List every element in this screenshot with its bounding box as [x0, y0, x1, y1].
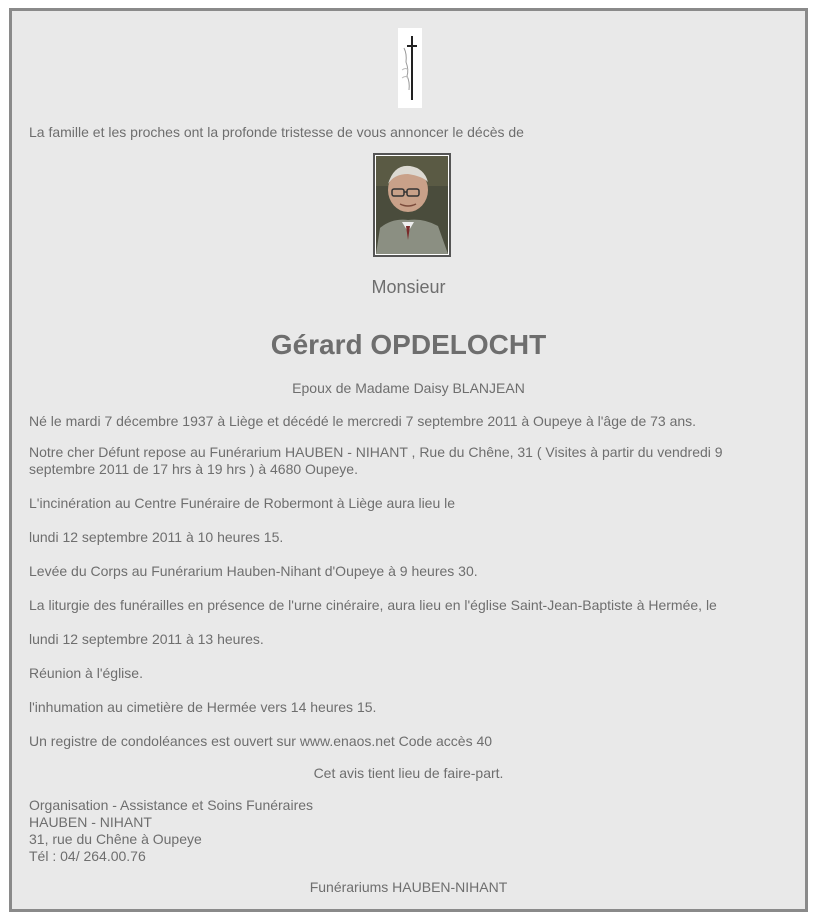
obituary-card: [9, 8, 808, 912]
org-phone: Tél : 04/ 264.00.76: [29, 848, 146, 864]
liturgy-text: La liturgie des funérailles en présence de l'urne cinéraire, aura lieu en l'église Saint-Jean-Baptiste à Hermée, le: [29, 597, 717, 613]
deceased-name: Gérard OPDELOCHT: [270, 329, 547, 360]
cross-icon: [398, 28, 422, 108]
register-text: Un registre de condoléances est ouvert sur www.enaos.net Code accès 40: [29, 733, 493, 749]
liturgy-date: lundi 12 septembre 2011 à 13 heures.: [29, 631, 264, 647]
salutation: Monsieur: [371, 277, 446, 297]
org-line1: Organisation - Assistance et Soins Funéraires: [29, 797, 314, 813]
burial-text: l'inhumation au cimetière de Hermée vers 14 heures 15.: [29, 699, 377, 715]
spouse-text: Epoux de Madame Daisy BLANJEAN: [292, 380, 525, 396]
cremation-text: L'incinération au Centre Funéraire de Robermont à Liège aura lieu le: [29, 495, 456, 511]
org-line2: HAUBEN - NIHANT: [29, 814, 152, 830]
portrait-photo: [373, 153, 451, 257]
birth-death-text: Né le mardi 7 décembre 1937 à Liège et décédé le mercredi 7 septembre 2011 à Oupeye à l'âge de 73 ans.: [29, 413, 697, 429]
reunion-text: Réunion à l'église.: [29, 665, 143, 681]
levee-text: Levée du Corps au Funérarium Hauben-Nihant d'Oupeye à 9 heures 30.: [29, 563, 478, 579]
intro-text: La famille et les proches ont la profonde tristesse de vous annoncer le décès de: [29, 124, 524, 140]
org-line3: 31, rue du Chêne à Oupeye: [29, 831, 202, 847]
repose-text-line2: septembre 2011 de 17 hrs à 19 hrs ) à 4680 Oupeye.: [29, 461, 358, 477]
cremation-date: lundi 12 septembre 2011 à 10 heures 15.: [29, 529, 284, 545]
notice-text: Cet avis tient lieu de faire-part.: [313, 765, 504, 781]
repose-text-line1: Notre cher Défunt repose au Funérarium HAUBEN - NIHANT , Rue du Chêne, 31 ( Visites à partir du vendredi 9: [29, 444, 723, 460]
footer-text: Funérariums HAUBEN-NIHANT: [309, 879, 508, 895]
